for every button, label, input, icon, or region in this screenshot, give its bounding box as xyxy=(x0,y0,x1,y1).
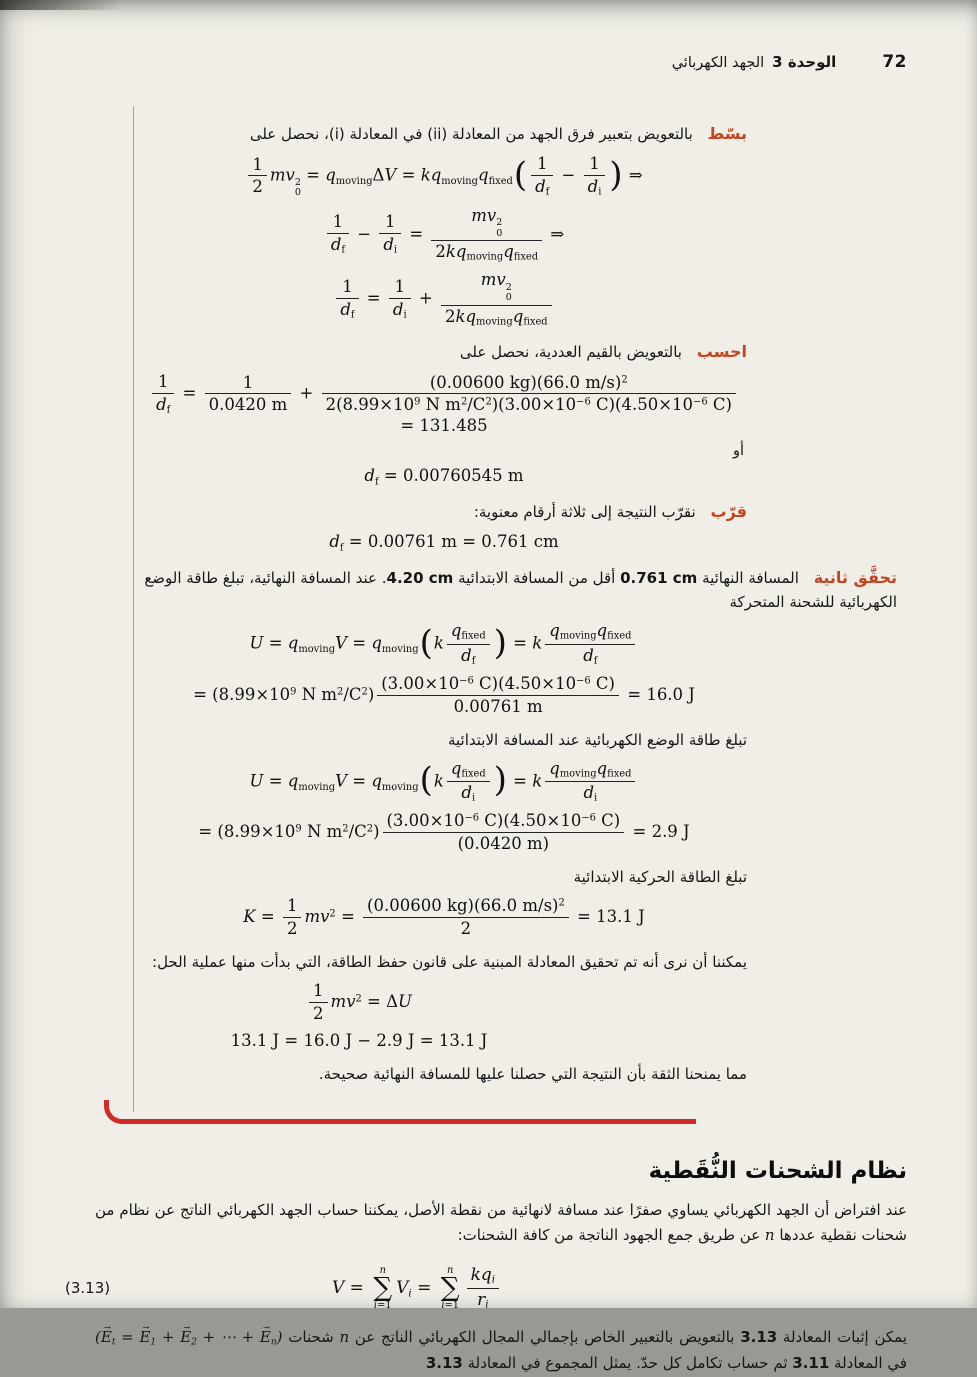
equation-numeric-substitution: $\frac{1}{d_f}$ = $\frac{1}{0.0420 m}$ + $\frac{(0.00600 kg)(66.0 m/s)^2}{2(8.99\times 10^9 N m^2/C^2)(3.00\times 10^{-6} C)(4.50\times 10^{-6} C)}$ = 131.485 xyxy=(144,372,744,436)
step-calculate-text: بالتعويض بالقيم العددية، نحصل على xyxy=(459,343,682,362)
section-point-charges xyxy=(65,1157,908,1377)
step-round-label: قرّب xyxy=(710,502,747,522)
section-paragraph-1: عند افتراض أن الجهد الكهربائي يساوي صفرًا عند مسافة لانهائية من نقطة الأصل، يمكننا حساب الجهد الكهربائي الناتج عن نظام من شحنات نقطية عددها n عن طريق جمع الجهود الناتجة من كافة الشحنات: xyxy=(95,1200,907,1245)
equation-inverse-distance-difference: $\frac{1}{d_f}$ − $\frac{1}{d_i}$ = mv 2 0 $2kq_{moving}q_{fixed}$ ⇒ xyxy=(144,206,744,264)
text-potential-energy-initial: تبلغ طاقة الوضع الكهربائية عند المسافة الابتدائية xyxy=(447,730,747,749)
step-simplify-label: بسّط xyxy=(707,124,747,143)
page-number: 72 xyxy=(882,52,907,72)
equation-energy-voltage: $\frac{1}{2}$ mv 2 0 = $q_{moving}\Delta V = kq_{moving}q_{fixed}$( $\frac{1}{d_f}$ − $\frac{1}{d_i}$ ) ⇒ xyxy=(144,154,744,199)
equation-kinetic-energy: K = $\frac{1}{2}$ $mv^2$ = $\frac{(0.00600 kg)(66.0 m/s)^2}{2}$ = 13.1 J xyxy=(243,896,645,939)
conclusion-intro: يمكننا أن نرى أنه تم تحقيق المعادلة المبنية على قانون حفظ الطاقة، التي بدأت منها عملية الحل: xyxy=(152,952,747,971)
section-title: نظام الشحنات النُّقَطية xyxy=(648,1157,907,1184)
equation-final-distance-raw: $d_f = 0.00760545$ m xyxy=(364,465,524,488)
equation-inverse-final-distance: $\frac{1}{d_f}$ = $\frac{1}{d_i}$ + mv 2 0 $2kq_{moving}q_{fixed}$ xyxy=(144,270,744,328)
equation-potential-energy-final-numeric: = ($8.99\times 10^9$ N $m^2/C^2$) $\frac{(3.00\times 10^{-6} C)(4.50\times 10^{-6} C)}{0.00761 m}$ = 16.0 J xyxy=(193,673,695,716)
equation-energy-check-values: 13.1 J = 16.0 J − 2.9 J = 13.1 J xyxy=(230,1030,488,1050)
unit-chapter-label xyxy=(672,53,837,71)
section-paragraph-2: يمكن إثبات المعادلة 3.13 بالتعويض بالتعبير الخاص بإجمالي المجال الكهربائي الناتج عن n شحنات ($E \to_t = E \to_1 + E \to_2$ + ⋯ + $E \to_n$) في المعادلة 3.11 ثم حساب تكامل كل حدّ. يمثل المجموع في المعادلة 3.13 xyxy=(95,1325,907,1376)
step-calculate xyxy=(144,340,897,365)
equation-potential-sum: V = n ∑ i=1 $V_i$ = n ∑ i=1 $\frac{kq_i}{r_i}$ xyxy=(157,1265,677,1312)
step-simplify-text: بالتعويض بتعبير فرق الجهد من المعادلة (ii) في المعادلة (i)، نحصل على xyxy=(249,125,693,143)
step-check xyxy=(144,566,897,614)
text-kinetic-energy-initial: تبلغ الطاقة الحركية الابتدائية xyxy=(573,868,747,887)
example-end-rule xyxy=(104,1100,696,1124)
step-round-text: نقرّب النتيجة إلى ثلاثة أرقام معنوية: xyxy=(473,503,696,522)
step-check-text: المسافة النهائية 0.761 cm أقل من المسافة الابتدائية 4.20 cm. عند المسافة النهائية، تبلغ طاقة الوضع الكهربائية للشحنة المتحركة xyxy=(144,569,897,612)
worked-example-box xyxy=(133,106,907,1112)
conclusion-text: مما يمنحنا الثقة بأن النتيجة التي حصلنا عليها للمسافة النهائية صحيحة. xyxy=(318,1064,747,1083)
page-header xyxy=(95,52,907,72)
equation-potential-energy-final-symbolic: $U = q_{moving}V = q_{moving}(k$ $\frac{q_{fixed}}{d_f}$ ) = k $\frac{q_{moving}q_{fixed}}{d_f}$ xyxy=(144,621,744,667)
step-simplify xyxy=(144,122,897,147)
equation-final-distance-rounded: $d_f = 0.00761$ m = 0.761 cm xyxy=(329,531,559,554)
equation-number-3-13: (3.13) xyxy=(65,1279,111,1298)
step-calculate-label: احسب xyxy=(696,342,747,362)
equation-3-13-row xyxy=(65,1264,907,1312)
step-round xyxy=(144,500,897,525)
unit-label: الوحدة 3 xyxy=(772,53,837,71)
step-check-label: تحقَّق ثانية xyxy=(813,568,897,588)
equation-potential-energy-initial-numeric: = ($8.99\times 10^9$ N $m^2/C^2$) $\frac{(3.00\times 10^{-6} C)(4.50\times 10^{-6} C)}{(0.0420 m)}$ = 2.9 J xyxy=(198,811,690,854)
equation-energy-conservation: $\frac{1}{2}$ $mv^2 = \Delta U$ xyxy=(144,981,574,1024)
equation-potential-energy-initial-symbolic: $U = q_{moving}V = q_{moving}(k$ $\frac{q_{fixed}}{d_i}$ ) = k $\frac{q_{moving}q_{fixed}}{d_i}$ xyxy=(144,759,744,805)
chapter-title: الجهد الكهربائي xyxy=(671,55,765,71)
or-word: أو xyxy=(732,442,744,459)
